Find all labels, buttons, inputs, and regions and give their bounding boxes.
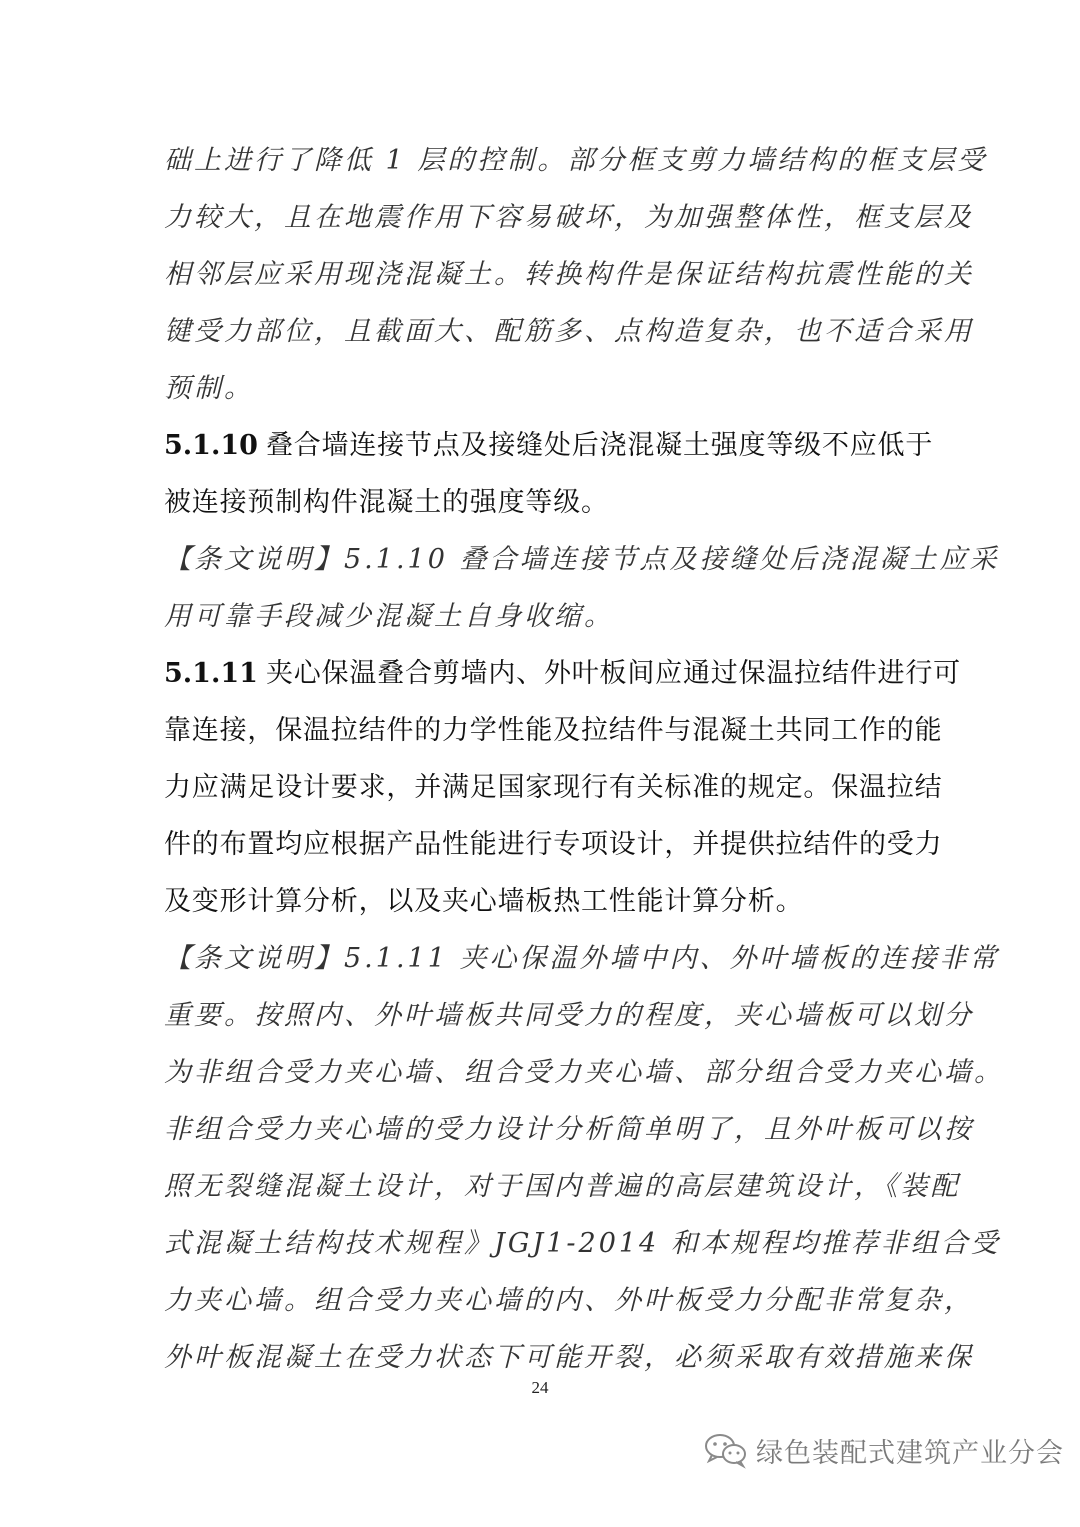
clause-number: 5.1.10	[164, 430, 258, 461]
clause-line: 及变形计算分析，以及夹心墙板热工性能计算分析。	[164, 886, 804, 917]
explanation-line: 预制。	[164, 373, 254, 404]
clause-line: 力应满足设计要求，并满足国家现行有关标准的规定。保温拉结	[164, 772, 943, 803]
clause-5-1-11-line	[164, 645, 961, 702]
clause-text: 夹心保温叠合剪墙内、外叶板间应通过保温拉结件进行可	[265, 658, 961, 689]
explanation-line: 础上进行了降低 1 层的控制。部分框支剪力墙结构的框支层受	[164, 145, 988, 176]
explanation-line: 键受力部位，且截面大、配筋多、点构造复杂，也不适合采用	[164, 316, 974, 347]
clause-line: 件的布置均应根据产品性能进行专项设计，并提供拉结件的受力	[164, 829, 943, 860]
watermark-text: 绿色装配式建筑产业分会	[756, 1437, 1064, 1469]
explanation-line: 外叶板混凝土在受力状态下可能开裂，必须采取有效措施来保	[164, 1342, 974, 1373]
explanation-line: 力较大，且在地震作用下容易破坏，为加强整体性，框支层及	[164, 202, 974, 233]
explanation-line: 非组合受力夹心墙的受力设计分析简单明了，且外叶板可以按	[164, 1114, 974, 1145]
clause-number: 5.1.11	[164, 658, 258, 689]
explanation-line: 【条文说明】5.1.10 叠合墙连接节点及接缝处后浇混凝土应采	[164, 544, 1000, 575]
explanation-line: 【条文说明】5.1.11 夹心保温外墙中内、外叶墙板的连接非常	[164, 943, 1000, 974]
explanation-line: 为非组合受力夹心墙、组合受力夹心墙、部分组合受力夹心墙。	[164, 1057, 1004, 1088]
document-body	[164, 132, 1004, 1386]
explanation-line: 式混凝土结构技术规程》JGJ1-2014 和本规程均推荐非组合受	[164, 1228, 1001, 1259]
watermark	[704, 1427, 1064, 1473]
explanation-line: 照无裂缝混凝土设计，对于国内普遍的高层建筑设计，《装配	[164, 1171, 961, 1202]
clause-line: 被连接预制构件混凝土的强度等级。	[164, 487, 609, 518]
clause-line: 靠连接，保温拉结件的力学性能及拉结件与混凝土共同工作的能	[164, 715, 943, 746]
explanation-line: 重要。按照内、外叶墙板共同受力的程度，夹心墙板可以划分	[164, 1000, 974, 1031]
explanation-line: 用可靠手段减少混凝土自身收缩。	[164, 601, 614, 632]
explanation-line: 相邻层应采用现浇混凝土。转换构件是保证结构抗震性能的关	[164, 259, 974, 290]
page-number: 24	[531, 1378, 549, 1397]
clause-text: 叠合墙连接节点及接缝处后浇混凝土强度等级不应低于	[265, 430, 934, 461]
wechat-icon	[704, 1432, 748, 1468]
clause-5-1-10-line	[164, 417, 934, 474]
explanation-line: 力夹心墙。组合受力夹心墙的内、外叶板受力分配非常复杂，	[164, 1285, 974, 1316]
